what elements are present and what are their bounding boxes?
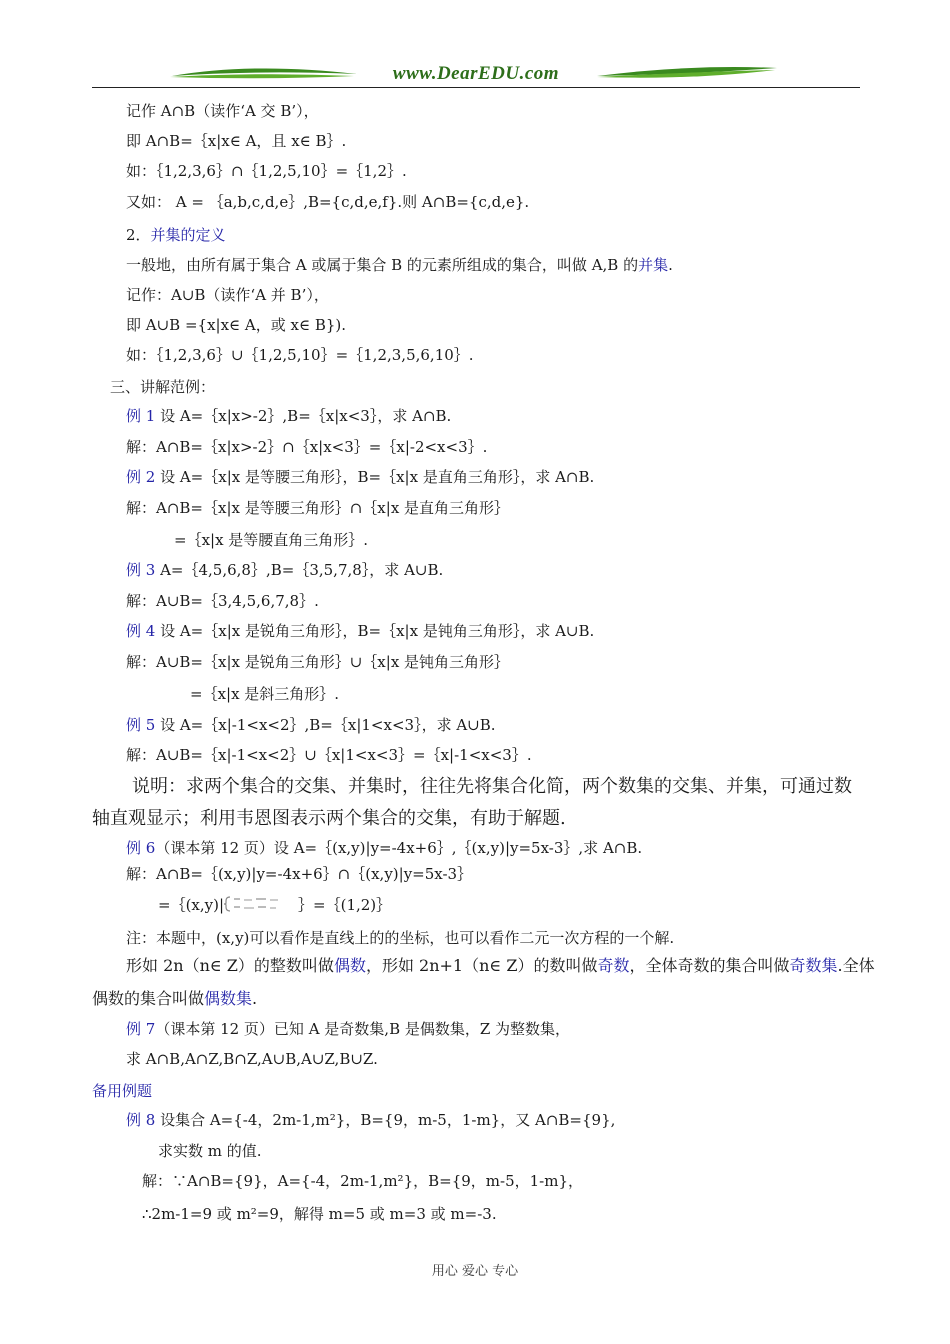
union-definition-link[interactable]: 并集的定义 (150, 226, 226, 244)
text-span: .全体 (837, 956, 875, 975)
text-span: ，全体奇数的集合叫做 (629, 956, 790, 975)
text-span: ，形如 2n+1（n∈ Z）的数叫做 (365, 956, 598, 975)
example-label[interactable]: 例 5 (126, 716, 156, 734)
example-2 (126, 466, 594, 488)
header-divider (92, 87, 860, 88)
text-line: 记作 A∩B（读作‘A 交 B’）， (126, 102, 319, 120)
text-span: 设 A=｛x|x>-2｝,B=｛x|x<3｝，求 A∩B. (155, 407, 452, 425)
solution-line: 解：A∩B=｛x|x>-2｝∩｛x|x<3｝=｛x|-2<x<3｝. (126, 438, 488, 456)
spare-examples-heading[interactable]: 备用例题 (92, 1082, 153, 1100)
solution-line: 解：A∪B=｛x|x 是锐角三角形｝∪｛x|x 是钝角三角形｝ (126, 653, 510, 671)
solution-line: =｛x|x 是斜三角形｝. (190, 685, 340, 703)
text-span: 偶数的集合叫做 (92, 989, 205, 1008)
text-span: 形如 2n（n∈ Z）的整数叫做 (126, 956, 334, 975)
odd-set-link[interactable]: 奇数集 (789, 956, 838, 975)
page-footer: 用心 爱心 专心 (431, 1264, 519, 1279)
solution-line: ∴2m-1=9 或 m²=9，解得 m=5 或 m=3 或 m=-3. (142, 1205, 497, 1223)
text-line: 即 A∪B ={x|x∈ A，或 x∈ B}). (126, 316, 347, 334)
site-logo[interactable]: www.DearEDU.com (392, 63, 560, 84)
example-label[interactable]: 例 8 (126, 1111, 156, 1129)
text-span: 一般地，由所有属于集合 A 或属于集合 B 的元素所组成的集合，叫做 A,B 的 (126, 256, 639, 274)
solution-line (158, 894, 391, 916)
text-line (92, 988, 257, 1010)
text-span: . (668, 256, 673, 274)
example-label[interactable]: 例 7 (126, 1020, 156, 1038)
odd-number-link[interactable]: 奇数 (597, 956, 630, 975)
solution-line: 解：A∪B=｛3,4,5,6,7,8｝. (126, 592, 319, 610)
text-span: 设 A=｛x|x 是锐角三角形｝，B=｛x|x 是钝角三角形｝，求 A∪B. (155, 622, 595, 640)
example-1 (126, 405, 451, 427)
text-span: =｛(x,y)| (158, 896, 225, 914)
union-link[interactable]: 并集 (638, 256, 669, 274)
example-6 (126, 837, 642, 859)
text-span: 设 A=｛x|-1<x<2｝,B=｛x|1<x<3｝，求 A∪B. (155, 716, 496, 734)
note-line: 注：本题中，(x,y)可以看作是直线上的的坐标，也可以看作二元一次方程的一个解. (126, 929, 675, 947)
text-line (126, 254, 673, 276)
text-span: A=｛4,5,6,8｝,B=｛3,5,7,8｝，求 A∪B. (155, 561, 444, 579)
text-line: 又如： A = ｛a,b,c,d,e｝,B={c,d,e,f}.则 A∩B={c,d,e}. (126, 193, 530, 211)
example-5 (126, 714, 496, 736)
text-span: （课本第 12 页）设 A=｛(x,y)|y=-4x+6｝,｛(x,y)|y=5x-3｝,求 A∩B. (155, 839, 643, 857)
solution-line: 解：A∩B=｛x|x 是等腰三角形｝∩｛x|x 是直角三角形｝ (126, 499, 510, 517)
example-label[interactable]: 例 6 (126, 839, 156, 857)
text-span: . (252, 989, 258, 1008)
text-line: 即 A∩B=｛x|x∈ A，且 x∈ B｝. (126, 132, 347, 150)
even-set-link[interactable]: 偶数集 (204, 989, 253, 1008)
text-span: ｝=｛(1,2)｝ (298, 896, 392, 914)
solution-line: =｛x|x 是等腰直角三角形｝. (174, 531, 369, 549)
example-label[interactable]: 例 3 (126, 561, 156, 579)
example-8 (126, 1109, 615, 1131)
section-heading: 三、讲解范例： (110, 378, 216, 396)
section-heading (126, 224, 226, 246)
example-7 (126, 1018, 570, 1040)
section-number: 2． (126, 226, 151, 244)
example-label[interactable]: 例 2 (126, 468, 156, 486)
text-line (126, 955, 875, 977)
text-line: 如：｛1,2,3,6｝∪｛1,2,5,10｝=｛1,2,3,5,6,10｝. (126, 346, 474, 364)
note-line: 说明：求两个集合的交集、并集时，往往先将集合化简，两个数集的交集、并集，可通过数 (132, 776, 852, 797)
text-span: 设集合 A={-4，2m-1,m²}，B={9，m-5，1-m}，又 A∩B={9}, (155, 1111, 616, 1129)
text-span: 设 A=｛x|x 是等腰三角形｝，B=｛x|x 是直角三角形｝，求 A∩B. (155, 468, 595, 486)
equation-system-image (224, 895, 298, 913)
solution-line: 解：A∩B=｛(x,y)|y=-4x+6｝∩｛(x,y)|y=5x-3｝ (126, 865, 473, 883)
text-span: （课本第 12 页）已知 A 是奇数集,B 是偶数集，Z 为整数集， (155, 1020, 571, 1038)
example-label[interactable]: 例 4 (126, 622, 156, 640)
example-label[interactable]: 例 1 (126, 407, 156, 425)
solution-line: 解：∵A∩B={9}，A={-4，2m-1,m²}，B={9，m-5，1-m}， (142, 1172, 583, 1190)
solution-line: 解：A∪B=｛x|-1<x<2｝∪｛x|1<x<3｝=｛x|-1<x<3｝. (126, 746, 532, 764)
note-line: 轴直观显示；利用韦恩图表示两个集合的交集，有助于解题. (92, 808, 566, 829)
example-3 (126, 559, 443, 581)
page-header (92, 60, 860, 90)
text-line: 如：｛1,2,3,6｝∩｛1,2,5,10｝=｛1,2｝. (126, 162, 407, 180)
text-line: 记作：A∪B（读作‘A 并 B’）， (126, 286, 329, 304)
text-line: 求 A∩B,A∩Z,B∩Z,A∪B,A∪Z,B∪Z. (126, 1050, 378, 1068)
example-4 (126, 620, 594, 642)
even-number-link[interactable]: 偶数 (333, 956, 366, 975)
text-line: 求实数 m 的值. (158, 1142, 262, 1160)
